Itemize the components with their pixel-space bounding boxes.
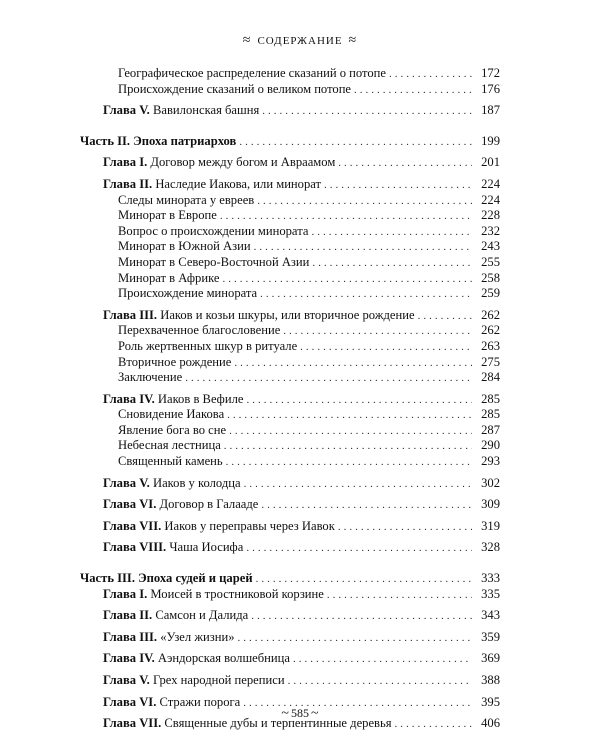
chapter-title: Вавилонская башня [152, 103, 260, 118]
toc-chapter-row [0, 155, 500, 171]
dot-leader [256, 573, 472, 585]
chapter-label: Глава II. [103, 608, 153, 623]
dot-leader [262, 105, 472, 117]
toc-chapter-row [0, 177, 500, 193]
dot-leader [311, 226, 472, 238]
toc-section-row [0, 355, 500, 371]
toc-chapter-row [0, 630, 500, 646]
ornament-left-icon: ~ [281, 705, 289, 721]
dot-leader [327, 589, 472, 601]
chapter-label: Глава V. [103, 673, 150, 687]
dot-leader [261, 499, 472, 511]
toc-section-row [0, 224, 500, 240]
dot-leader [244, 478, 472, 490]
toc-section-row [0, 438, 500, 454]
dot-leader [251, 610, 472, 622]
dot-leader [238, 632, 472, 644]
toc-chapter-row [0, 476, 500, 492]
chapter-label: Глава IV. [103, 391, 155, 406]
dot-leader [229, 425, 472, 437]
toc-chapter-row [0, 103, 500, 119]
dot-leader [338, 521, 472, 533]
section-title: Минорат в Южной Азии [118, 239, 251, 254]
section-title: Происхождение минората [118, 286, 258, 301]
running-header [0, 34, 600, 48]
chapter-title: Грех народной переписи [152, 673, 285, 687]
toc-chapter-row [0, 497, 500, 513]
folio-number: 585 [291, 706, 309, 720]
section-title: Следы минората у евреев [118, 192, 255, 207]
page-number: 285 [481, 407, 500, 422]
section-title: Священный камень [118, 454, 223, 469]
page-number: 290 [481, 438, 500, 453]
page-number: 395 [481, 694, 500, 709]
page-number: 228 [481, 208, 500, 223]
page-number: 285 [481, 391, 500, 406]
toc-section-row [0, 82, 500, 98]
page-number: 328 [481, 540, 500, 555]
toc-section-row [0, 286, 500, 302]
chapter-title: Иаков в Вефиле [157, 391, 244, 406]
dot-leader [300, 341, 472, 353]
chapter-title: Моисей в тростниковой корзине [150, 586, 324, 601]
part-title: Часть II. Эпоха патриархов [80, 133, 237, 148]
dot-leader [234, 357, 472, 369]
dot-leader [257, 195, 472, 207]
dot-leader [246, 394, 472, 406]
chapter-label: Глава IV. [103, 651, 155, 666]
chapter-label: Глава V. [103, 103, 150, 118]
chapter-title: Иаков у колодца [152, 475, 241, 490]
page-number: 369 [481, 651, 500, 666]
toc-section-row [0, 323, 500, 339]
toc-chapter-row [0, 392, 500, 408]
page-number: 258 [481, 270, 500, 285]
page-number: 293 [481, 454, 500, 469]
chapter-label: Глава I. [103, 586, 148, 601]
ornament-right-icon: ~ [311, 705, 319, 721]
chapter-title: «Узел жизни» [160, 629, 235, 644]
toc-section-row [0, 370, 500, 386]
toc-section-row [0, 407, 500, 423]
chapter-label: Глава III. [103, 307, 158, 322]
section-title: Роль жертвенных шкур в ритуале [118, 338, 298, 353]
section-title: Явление бога во сне [118, 422, 227, 437]
page-number: 406 [481, 716, 500, 731]
toc-section-row [0, 423, 500, 439]
chapter-label: Глава I. [103, 155, 148, 170]
dot-leader [185, 372, 472, 384]
section-title: Минорат в Европе [118, 208, 217, 223]
chapter-label: Глава VII. [103, 518, 162, 533]
page-number: 343 [481, 608, 500, 623]
section-title: Вторичное рождение [118, 354, 232, 369]
dot-leader [324, 179, 472, 191]
toc-section-row [0, 193, 500, 209]
page-number: 335 [481, 586, 500, 601]
toc-section-row [0, 239, 500, 255]
toc-section-row [0, 208, 500, 224]
toc-part-row [0, 571, 500, 587]
section-title: Минорат в Африке [118, 270, 220, 285]
section-title: Перехваченное благословение [118, 323, 281, 338]
toc-chapter-row [0, 673, 500, 689]
chapter-label: Глава VII. [103, 716, 162, 731]
page-number: 199 [481, 133, 500, 148]
chapter-label: Глава VI. [103, 497, 157, 512]
page-number: 262 [481, 307, 500, 322]
section-title: Географическое распределение сказаний о потопе [118, 66, 386, 80]
page-number: 259 [481, 286, 500, 301]
toc-chapter-row [0, 651, 500, 667]
page-number: 262 [481, 323, 500, 338]
page-number: 201 [481, 155, 500, 170]
chapter-title: Самсон и Далида [155, 608, 249, 623]
section-title: Заключение [118, 370, 183, 385]
toc-chapter-row [0, 587, 500, 603]
toc-part-row [0, 134, 500, 150]
section-title: Происхождение сказаний о великом потопе [118, 81, 352, 96]
dot-leader [239, 136, 472, 148]
toc-section-row [0, 255, 500, 271]
section-title: Небесная лестница [118, 438, 221, 453]
dot-leader [288, 675, 472, 687]
section-title: Вопрос о происхождении минората [118, 223, 309, 238]
toc-section-row [0, 66, 500, 82]
dot-leader [226, 456, 472, 468]
chapter-title: Договор между богом и Авраамом [150, 155, 336, 170]
dot-leader [227, 409, 472, 421]
toc-section-row [0, 454, 500, 470]
chapter-label: Глава II. [103, 176, 153, 191]
table-of-contents [0, 66, 600, 732]
dot-leader [293, 653, 472, 665]
chapter-label: Глава VIII. [103, 540, 167, 555]
toc-section-row [0, 339, 500, 355]
dot-leader [418, 310, 472, 322]
page-number: 275 [481, 354, 500, 369]
dot-leader [220, 210, 472, 222]
dot-leader [283, 325, 472, 337]
dot-leader [224, 440, 472, 452]
page-number: 263 [481, 338, 500, 353]
page-number: 176 [481, 81, 500, 96]
page-number: 187 [481, 103, 500, 118]
dot-leader [246, 542, 472, 554]
page-number: 287 [481, 422, 500, 437]
header-title: СОДЕРЖАНИЕ [257, 35, 343, 47]
toc-chapter-row [0, 519, 500, 535]
chapter-title: Наследие Иакова, или минорат [155, 176, 322, 191]
section-title: Сновидение Иакова [118, 407, 225, 422]
chapter-title: Иаков у переправы через Иавок [164, 518, 335, 533]
page-number: 284 [481, 370, 500, 385]
dot-leader [354, 84, 472, 96]
chapter-title: Аэндорская волшебница [157, 651, 290, 666]
page-number: 388 [481, 673, 500, 687]
page-number: 319 [481, 518, 500, 533]
page-number: 243 [481, 239, 500, 254]
chapter-label: Глава V. [103, 475, 150, 490]
chapter-label: Глава III. [103, 629, 158, 644]
toc-section-row [0, 271, 500, 287]
dot-leader [254, 241, 472, 253]
dot-leader [338, 157, 472, 169]
part-title: Часть III. Эпоха судей и царей [80, 571, 253, 586]
page-number: 255 [481, 254, 500, 269]
page-number: 224 [481, 192, 500, 207]
dot-leader [312, 257, 472, 269]
chapter-title: Чаша Иосифа [169, 540, 244, 555]
chapter-title: Священные дубы и терпентинные деревья [164, 716, 392, 731]
page-footer [0, 706, 600, 721]
dot-leader [223, 273, 473, 285]
page-number: 309 [481, 497, 500, 512]
chapter-title: Договор в Галааде [159, 497, 259, 512]
section-title: Минорат в Северо-Восточной Азии [118, 254, 310, 269]
page-number: 302 [481, 475, 500, 490]
ornament-right-icon: ≈ [348, 33, 358, 48]
page-number: 224 [481, 176, 500, 191]
toc-chapter-row [0, 608, 500, 624]
page-number: 232 [481, 223, 500, 238]
dot-leader [260, 288, 472, 300]
chapter-title: Иаков и козьи шкуры, или вторичное рождение [160, 307, 415, 322]
page-number: 359 [481, 629, 500, 644]
toc-chapter-row [0, 540, 500, 556]
page-number: 172 [481, 66, 500, 80]
ornament-left-icon: ≈ [242, 33, 252, 48]
dot-leader [389, 68, 472, 80]
toc-chapter-row [0, 308, 500, 324]
page-number: 333 [481, 571, 500, 586]
chapter-title: Стражи порога [159, 694, 241, 709]
chapter-label: Глава VI. [103, 694, 157, 709]
